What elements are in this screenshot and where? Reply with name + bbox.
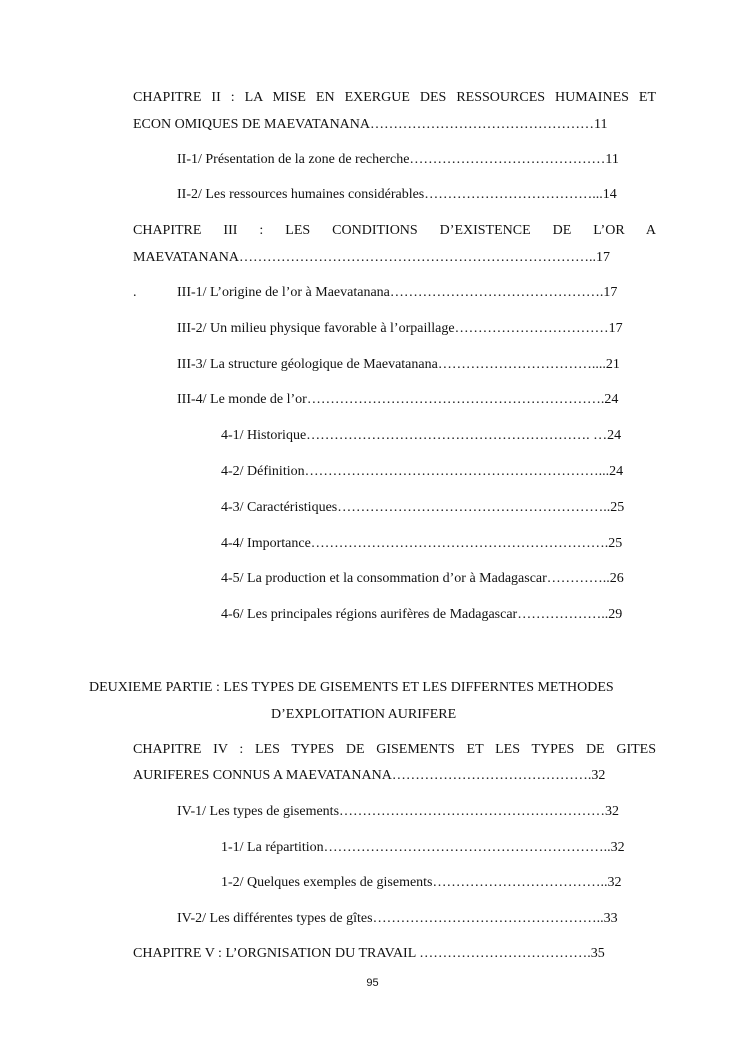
toc-chapter-2-title-continued: ECON OMIQUES DE MAEVATANANA…………………………………………11: [133, 117, 608, 132]
toc-chapter-3-title: CHAPITRE III : LES CONDITIONS D’EXISTENCE DE L’OR A: [133, 223, 656, 238]
toc-entry-4-1: 4-1/ Historique……………………………………………………. …24: [221, 428, 622, 443]
toc-entry-iii-3: III-3/ La structure géologique de Maevatanana……………………………....21: [177, 357, 620, 372]
toc-chapter-4-title-continued: AURIFERES CONNUS A MAEVATANANA…………………………………….32: [133, 768, 606, 783]
page-number: 95: [366, 977, 379, 989]
toc-entry-4-5: 4-5/ La production et la consommation d’or à Madagascar…………..26: [221, 571, 624, 586]
toc-entry-4-2: 4-2/ Définition………………………………………………………...24: [221, 464, 624, 479]
toc-chapter-5-title: CHAPITRE V : L’ORGNISATION DU TRAVAIL ……………………………….35: [133, 946, 605, 961]
toc-part-2-title: DEUXIEME PARTIE : LES TYPES DE GISEMENTS ET LES DIFFERNTES METHODES: [89, 680, 614, 695]
toc-bullet-marker: .: [133, 285, 137, 300]
toc-chapter-4-title: CHAPITRE IV : LES TYPES DE GISEMENTS ET LES TYPES DE GITES: [133, 742, 656, 757]
toc-entry-1-1: 1-1/ La répartition……………………………………………………..32: [221, 840, 625, 855]
toc-entry-iii-2: III-2/ Un milieu physique favorable à l’orpaillage……………………………17: [177, 321, 623, 336]
toc-entry-iii-4: III-4/ Le monde de l’or……………………………………………………….24: [177, 392, 619, 407]
toc-entry-ii-1: II-1/ Présentation de la zone de recherche……………………………………11: [177, 152, 619, 167]
toc-entry-iv-2: IV-2/ Les différentes types de gîtes…………………………………………..33: [177, 911, 618, 926]
toc-entry-4-3: 4-3/ Caractéristiques…………………………………………………..25: [221, 500, 625, 515]
toc-chapter-2-title: CHAPITRE II : LA MISE EN EXERGUE DES RESSOURCES HUMAINES ET: [133, 90, 656, 105]
toc-entry-1-2: 1-2/ Quelques exemples de gisements………………………………..32: [221, 875, 622, 890]
toc-entry-4-6: 4-6/ Les principales régions aurifères de Madagascar………………..29: [221, 607, 623, 622]
toc-entry-iii-1: III-1/ L’origine de l’or à Maevatanana……………………………………….17: [177, 285, 618, 300]
toc-entry-iv-1: IV-1/ Les types de gisements…………………………………………………32: [177, 804, 620, 819]
toc-entry-ii-2: II-2/ Les ressources humaines considérables………………………………...14: [177, 187, 617, 202]
toc-part-2-title-continued: D’EXPLOITATION AURIFERE: [271, 707, 457, 722]
toc-chapter-3-title-continued: MAEVATANANA…………………………………………………………………..17: [133, 250, 610, 265]
toc-entry-4-4: 4-4/ Importance……………………………………………………….25: [221, 536, 623, 551]
